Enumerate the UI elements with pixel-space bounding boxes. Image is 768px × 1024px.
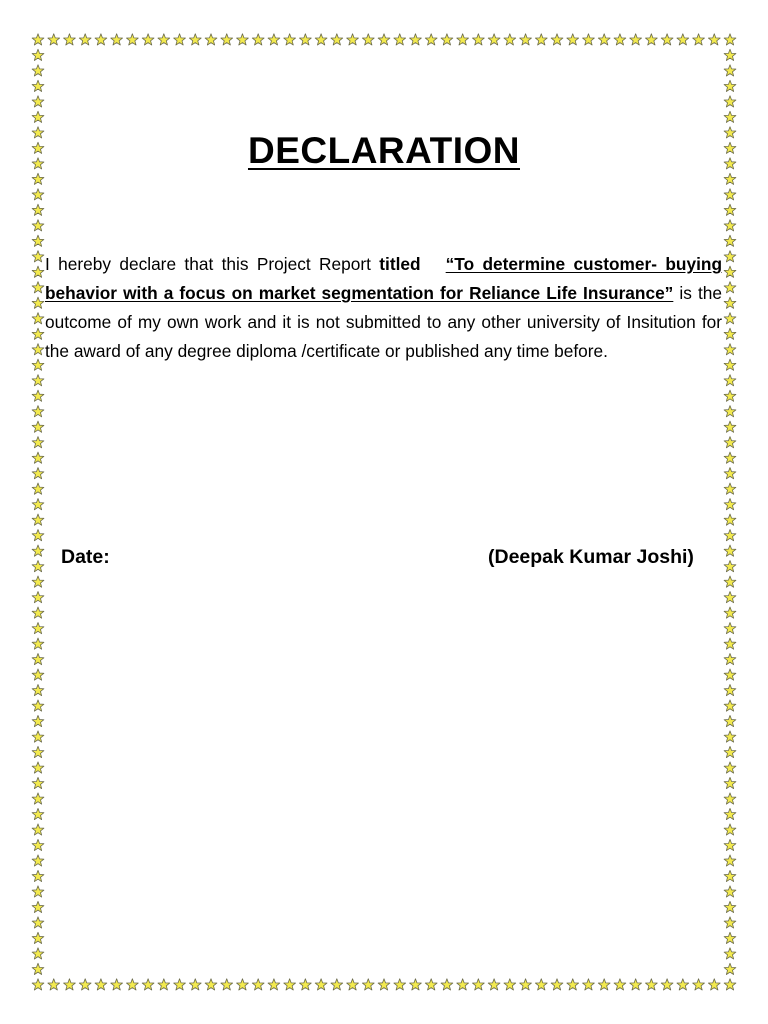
star-icon bbox=[32, 204, 44, 215]
star-icon bbox=[724, 297, 736, 308]
star-icon bbox=[630, 979, 642, 990]
star-icon bbox=[32, 870, 44, 881]
star-icon bbox=[488, 979, 500, 990]
star-icon bbox=[32, 700, 44, 711]
star-icon bbox=[724, 204, 736, 215]
star-icon bbox=[315, 979, 327, 990]
star-icon bbox=[724, 173, 736, 184]
star-icon bbox=[724, 437, 736, 448]
star-icon bbox=[551, 979, 563, 990]
star-icon bbox=[32, 777, 44, 788]
star-icon bbox=[661, 979, 673, 990]
star-icon bbox=[472, 34, 484, 45]
date-label: Date: bbox=[61, 546, 110, 568]
star-icon bbox=[32, 808, 44, 819]
star-icon bbox=[677, 979, 689, 990]
star-icon bbox=[142, 34, 154, 45]
star-icon bbox=[677, 34, 689, 45]
signature-name: (Deepak Kumar Joshi) bbox=[488, 546, 694, 568]
star-icon bbox=[724, 390, 736, 401]
star-icon bbox=[724, 406, 736, 417]
star-icon bbox=[315, 34, 327, 45]
star-icon bbox=[32, 111, 44, 122]
star-icon bbox=[252, 34, 264, 45]
star-icon bbox=[237, 34, 249, 45]
star-icon bbox=[724, 746, 736, 757]
star-icon bbox=[724, 483, 736, 494]
star-icon bbox=[32, 344, 44, 355]
star-icon bbox=[410, 34, 422, 45]
star-icon bbox=[158, 979, 170, 990]
star-icon bbox=[79, 34, 91, 45]
star-icon bbox=[331, 34, 343, 45]
star-icon bbox=[32, 948, 44, 959]
star-icon bbox=[724, 839, 736, 850]
star-icon bbox=[724, 561, 736, 572]
star-icon bbox=[724, 189, 736, 200]
star-icon bbox=[724, 514, 736, 525]
declaration-intro: I hereby declare that this Project Report bbox=[45, 254, 380, 274]
star-icon bbox=[724, 607, 736, 618]
star-icon bbox=[614, 979, 626, 990]
star-icon bbox=[410, 979, 422, 990]
star-icon bbox=[32, 715, 44, 726]
star-icon bbox=[32, 684, 44, 695]
star-icon bbox=[724, 452, 736, 463]
star-icon bbox=[32, 979, 44, 990]
star-icon bbox=[32, 746, 44, 757]
star-icon bbox=[32, 49, 44, 60]
star-icon bbox=[32, 886, 44, 897]
star-icon bbox=[724, 421, 736, 432]
declaration-rest: is the outcome of my own work and it is not submitted to any other university of Insitution for the award of any degree diploma /certificate or published any time before. bbox=[45, 283, 722, 361]
star-icon bbox=[724, 715, 736, 726]
star-icon bbox=[724, 576, 736, 587]
star-icon bbox=[126, 34, 138, 45]
star-icon bbox=[189, 979, 201, 990]
star-icon bbox=[724, 328, 736, 339]
page-title-text: DECLARATION bbox=[247, 130, 520, 171]
star-icon bbox=[724, 932, 736, 943]
star-icon bbox=[32, 65, 44, 76]
star-icon bbox=[347, 34, 359, 45]
star-icon bbox=[724, 963, 736, 974]
star-icon bbox=[32, 855, 44, 866]
star-icon bbox=[724, 762, 736, 773]
star-icon bbox=[520, 34, 532, 45]
star-icon bbox=[724, 545, 736, 556]
star-icon bbox=[32, 839, 44, 850]
star-icon bbox=[425, 979, 437, 990]
star-icon bbox=[268, 979, 280, 990]
star-icon bbox=[614, 34, 626, 45]
star-icon bbox=[724, 375, 736, 386]
star-icon bbox=[724, 80, 736, 91]
star-icon bbox=[32, 653, 44, 664]
star-icon bbox=[472, 979, 484, 990]
report-title: “To determine customer- buying behavior with a focus on market segmentation for Reliance Life Insurance” bbox=[45, 254, 722, 303]
star-icon bbox=[724, 917, 736, 928]
star-icon bbox=[111, 979, 123, 990]
star-icon bbox=[441, 34, 453, 45]
star-icon bbox=[142, 979, 154, 990]
star-icon bbox=[724, 49, 736, 60]
star-icon bbox=[32, 313, 44, 324]
star-icon bbox=[32, 235, 44, 246]
star-icon bbox=[32, 483, 44, 494]
star-icon bbox=[32, 901, 44, 912]
star-icon bbox=[331, 979, 343, 990]
star-icon bbox=[32, 545, 44, 556]
star-icon bbox=[724, 235, 736, 246]
star-icon bbox=[32, 96, 44, 107]
star-icon bbox=[724, 669, 736, 680]
star-icon bbox=[32, 793, 44, 804]
star-icon bbox=[158, 34, 170, 45]
star-icon bbox=[630, 34, 642, 45]
star-icon bbox=[32, 251, 44, 262]
star-icon bbox=[48, 979, 60, 990]
star-icon bbox=[347, 979, 359, 990]
star-icon bbox=[189, 34, 201, 45]
star-icon bbox=[299, 34, 311, 45]
star-icon bbox=[32, 530, 44, 541]
star-icon bbox=[535, 34, 547, 45]
star-icon bbox=[174, 34, 186, 45]
star-icon bbox=[708, 34, 720, 45]
star-icon bbox=[32, 375, 44, 386]
star-icon bbox=[504, 34, 516, 45]
star-icon bbox=[724, 824, 736, 835]
star-icon bbox=[457, 979, 469, 990]
star-icon bbox=[724, 901, 736, 912]
star-icon bbox=[724, 653, 736, 664]
star-icon bbox=[567, 979, 579, 990]
star-icon bbox=[32, 824, 44, 835]
star-icon bbox=[724, 886, 736, 897]
star-icon bbox=[645, 979, 657, 990]
star-icon bbox=[32, 932, 44, 943]
star-icon bbox=[535, 979, 547, 990]
star-icon bbox=[221, 979, 233, 990]
star-icon bbox=[64, 979, 76, 990]
star-icon bbox=[724, 34, 736, 45]
star-icon bbox=[299, 979, 311, 990]
star-icon bbox=[724, 220, 736, 231]
star-icon bbox=[252, 979, 264, 990]
star-icon bbox=[693, 34, 705, 45]
star-icon bbox=[504, 979, 516, 990]
star-icon bbox=[724, 251, 736, 262]
star-icon bbox=[724, 468, 736, 479]
star-icon bbox=[32, 499, 44, 510]
star-icon bbox=[32, 917, 44, 928]
star-icon bbox=[724, 344, 736, 355]
star-icon bbox=[32, 561, 44, 572]
star-icon bbox=[724, 870, 736, 881]
star-icon bbox=[598, 979, 610, 990]
star-icon bbox=[551, 34, 563, 45]
star-icon bbox=[724, 592, 736, 603]
star-icon bbox=[32, 592, 44, 603]
star-icon bbox=[32, 328, 44, 339]
star-icon bbox=[598, 34, 610, 45]
star-icon bbox=[268, 34, 280, 45]
page-title bbox=[0, 130, 768, 172]
star-icon bbox=[48, 34, 60, 45]
star-icon bbox=[724, 282, 736, 293]
star-icon bbox=[724, 948, 736, 959]
star-icon bbox=[32, 669, 44, 680]
star-icon bbox=[724, 684, 736, 695]
star-icon bbox=[724, 530, 736, 541]
star-icon bbox=[32, 297, 44, 308]
declaration-titled-word: titled bbox=[379, 254, 421, 274]
star-icon bbox=[724, 266, 736, 277]
star-icon bbox=[693, 979, 705, 990]
star-icon bbox=[32, 421, 44, 432]
star-icon bbox=[174, 979, 186, 990]
star-icon bbox=[284, 34, 296, 45]
star-icon bbox=[362, 34, 374, 45]
star-icon bbox=[95, 979, 107, 990]
star-icon bbox=[32, 576, 44, 587]
star-icon bbox=[32, 452, 44, 463]
star-icon bbox=[32, 607, 44, 618]
star-icon bbox=[32, 80, 44, 91]
star-icon bbox=[32, 220, 44, 231]
star-icon bbox=[32, 34, 44, 45]
star-icon bbox=[724, 499, 736, 510]
star-icon bbox=[724, 622, 736, 633]
star-icon bbox=[520, 979, 532, 990]
star-icon bbox=[32, 390, 44, 401]
star-icon bbox=[724, 793, 736, 804]
star-icon bbox=[205, 979, 217, 990]
star-icon bbox=[378, 34, 390, 45]
star-icon bbox=[724, 313, 736, 324]
star-icon bbox=[32, 437, 44, 448]
star-icon bbox=[95, 34, 107, 45]
star-icon bbox=[284, 979, 296, 990]
star-icon bbox=[32, 282, 44, 293]
star-icon bbox=[583, 979, 595, 990]
star-icon bbox=[237, 979, 249, 990]
star-icon bbox=[724, 111, 736, 122]
star-icon bbox=[378, 979, 390, 990]
star-icon bbox=[111, 34, 123, 45]
star-icon bbox=[724, 359, 736, 370]
star-icon bbox=[32, 189, 44, 200]
star-icon bbox=[724, 979, 736, 990]
star-icon bbox=[724, 700, 736, 711]
star-icon bbox=[32, 638, 44, 649]
star-icon bbox=[221, 34, 233, 45]
star-icon bbox=[583, 34, 595, 45]
star-icon bbox=[567, 34, 579, 45]
star-icon bbox=[126, 979, 138, 990]
star-icon bbox=[32, 359, 44, 370]
star-icon bbox=[79, 979, 91, 990]
star-icon bbox=[394, 979, 406, 990]
star-icon bbox=[457, 34, 469, 45]
star-icon bbox=[32, 468, 44, 479]
star-icon bbox=[724, 731, 736, 742]
star-icon bbox=[32, 622, 44, 633]
star-icon bbox=[724, 855, 736, 866]
star-icon bbox=[32, 514, 44, 525]
star-icon bbox=[645, 34, 657, 45]
star-icon bbox=[32, 731, 44, 742]
star-icon bbox=[425, 34, 437, 45]
star-icon bbox=[32, 266, 44, 277]
star-icon bbox=[64, 34, 76, 45]
star-icon bbox=[394, 34, 406, 45]
star-icon bbox=[724, 808, 736, 819]
star-icon bbox=[708, 979, 720, 990]
star-icon bbox=[441, 979, 453, 990]
star-icon bbox=[32, 173, 44, 184]
declaration-paragraph bbox=[45, 250, 722, 366]
star-icon bbox=[724, 65, 736, 76]
star-icon bbox=[205, 34, 217, 45]
star-icon bbox=[32, 762, 44, 773]
star-icon bbox=[724, 96, 736, 107]
star-icon bbox=[661, 34, 673, 45]
star-icon bbox=[724, 638, 736, 649]
star-icon bbox=[32, 963, 44, 974]
star-icon bbox=[362, 979, 374, 990]
star-icon bbox=[488, 34, 500, 45]
star-icon bbox=[724, 777, 736, 788]
star-icon bbox=[32, 406, 44, 417]
